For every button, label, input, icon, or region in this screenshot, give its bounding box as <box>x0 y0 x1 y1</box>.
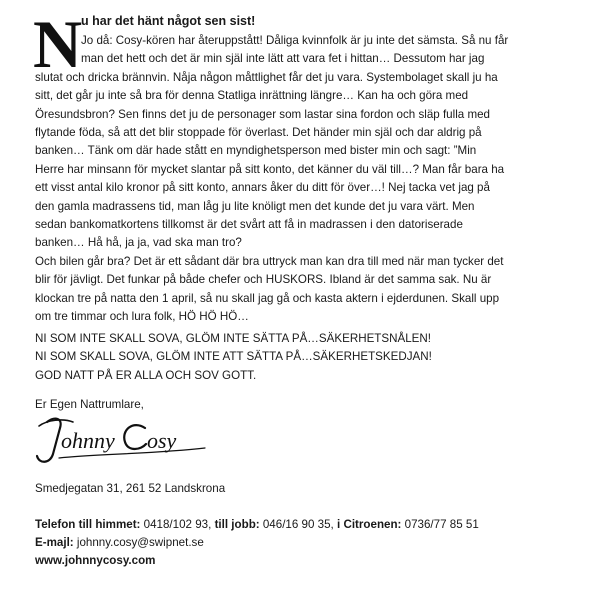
phone-car: 0736/77 85 51 <box>401 518 479 531</box>
phone-label-car: i Citroenen: <box>337 518 402 531</box>
body-line: flytande föda, så att det blir stoppade för överlast. Det händer min själ och dar aldrig på <box>35 126 482 140</box>
body-line: ett visst antal kilo kronor på sitt konto, annars åker du ditt för över…! Nej tacka vet jag på <box>35 181 490 195</box>
caps-line: NI SOM INTE SKALL SOVA, GLÖM INTE SÄTTA PÅ…SÄKERHETSNÅLEN! <box>35 332 431 345</box>
phone-home: 0418/102 93, <box>140 518 215 531</box>
email-address: johnny.cosy@swipnet.se <box>73 536 204 549</box>
letter-heading: u har det hänt något sen sist! <box>81 14 256 28</box>
phone-work: 046/16 90 35, <box>259 518 337 531</box>
body-line: Öresundsbron? Sen finns det ju de personager som lastar sina fordon och släp fulla med <box>35 107 490 121</box>
body-line: man det hett och det är min själ inte lätt att vara fet i hittan… Dessutom har jag <box>81 52 485 66</box>
body-line: sitt, det går ju inte så bra för denna Statliga inrättning längre… Kan ha och göra med <box>35 89 469 103</box>
address: Smedjegatan 31, 261 52 Landskrona <box>35 482 226 495</box>
body-line: blir för jävligt. Det funkar på både chefer och HUSKORS. Ibland är det samma sak. Nu är <box>35 273 492 287</box>
phone-line <box>35 516 479 534</box>
svg-text:ohnny: ohnny <box>61 428 115 453</box>
email-label: E-majl: <box>35 536 74 549</box>
body-line: klockan tre på natta den 1 april, så nu skall jag gå och kasta aktern i ejderdunen. Skall upp <box>35 291 500 305</box>
caps-line: GOD NATT PÅ ER ALLA OCH SOV GOTT. <box>35 368 257 382</box>
body-line: banken… Hå hå, ja ja, vad ska man tro? <box>35 236 242 250</box>
body-line: banken… Tänk om där hade stått en myndighetsperson med bister min och sagt: ”Min <box>35 144 477 158</box>
website-line <box>35 552 479 570</box>
letter-body <box>35 32 570 327</box>
signoff: Er Egen Nattrumlare, <box>35 398 144 411</box>
email-line <box>35 534 479 552</box>
body-line: Herre har minsann för mycket slantar på sitt konto, det känner du väl till…? Man får bara ha <box>35 162 505 176</box>
drop-cap: N <box>33 6 83 82</box>
body-line: Och bilen går bra? Det är ett sådant där bra uttryck man kan dra till med när man tycker det <box>35 254 504 268</box>
svg-text:osy: osy <box>147 428 177 453</box>
contact-block <box>35 516 479 570</box>
body-line: Jo då: Cosy-kören har återuppstått! Dåliga kvinnfolk är ju inte det sämsta. Så nu får <box>81 34 509 47</box>
body-line: slutat och dricka brännvin. Nåja någon måttlighet får det ju vara. Systembolaget skall ju ha <box>35 70 498 84</box>
body-line: om tre timmar och lura folk, HÖ HÖ HÖ… <box>35 310 249 324</box>
body-line: den gamla madrassens tid, man låg ju lite knöligt men det kunde det ju vara värt. Men <box>35 199 475 213</box>
phone-label-work: till jobb: <box>214 518 260 531</box>
caps-line: NI SOM SKALL SOVA, GLÖM INTE ATT SÄTTA PÅ…SÄKERHETSKEDJAN! <box>35 350 432 364</box>
signature-image <box>33 414 213 466</box>
website-link[interactable]: www.johnnycosy.com <box>35 554 156 567</box>
caps-block <box>35 330 575 385</box>
phone-label-home: Telefon till himmet: <box>35 518 141 531</box>
body-line: sedan bankomatkortens tillkomst är det svårt att få in madrassen i den datoriserade <box>35 218 463 232</box>
